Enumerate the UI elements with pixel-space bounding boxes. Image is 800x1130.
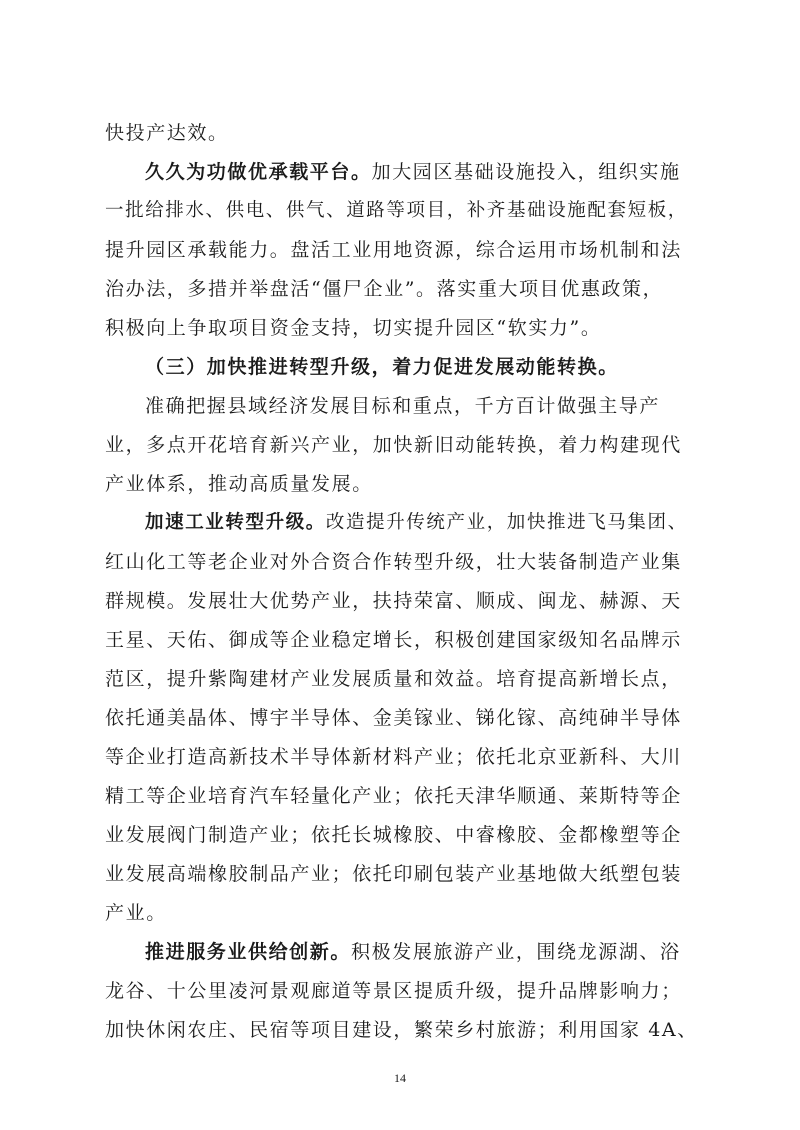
text-line: 提升园区承载能力。盘活工业用地资源，综合运用市场机制和法 <box>105 239 682 261</box>
text-line: 产业体系，推动高质量发展。 <box>105 473 373 495</box>
text-line: 治办法，多措并举盘活“僵尸企业”。落实重大项目优惠政策， <box>105 278 664 300</box>
paragraph-first-line: 准确把握县域经济发展目标和重点，千方百计做强主导产 <box>145 395 661 417</box>
paragraph-first-line: 推进服务业供给创新。积极发展旅游产业，围绕龙源湖、浴 <box>145 941 681 963</box>
paragraph-heading: 久久为功做优承载平台。 <box>145 161 372 183</box>
text-line: 精工等企业培育汽车轻量化产业；依托天津华顺通、莱斯特等企 <box>105 785 682 807</box>
text-line: 积极向上争取项目资金支持，切实提升园区“软实力”。 <box>105 317 602 339</box>
text-line: 一批给排水、供电、供气、道路等项目，补齐基础设施配套短板， <box>105 200 688 221</box>
text-line: 业，多点开花培育新兴产业，加快新旧动能转换，着力构建现代 <box>105 434 682 456</box>
paragraph-first-line: 加速工业转型升级。改造提升传统产业，加快推进飞马集团、 <box>145 512 688 533</box>
text-line: 群规模。发展壮大优势产业，扶持荣富、顺成、闽龙、赫源、天 <box>105 590 682 612</box>
text-line: 加快休闲农庄、民宿等项目建设，繁荣乡村旅游；利用国家 4A、 <box>105 1019 698 1041</box>
text-line: 龙谷、十公里凌河景观廊道等景区提质升级，提升品牌影响力； <box>105 980 682 1002</box>
text-line: 业发展阀门制造产业；依托长城橡胶、中睿橡胶、金都橡塑等企 <box>105 824 682 846</box>
paragraph-heading: 加速工业转型升级。 <box>145 512 326 533</box>
page-number: 14 <box>394 1071 406 1085</box>
text-line: 等企业打造高新技术半导体新材料产业；依托北京亚新科、大川 <box>105 746 682 768</box>
text-line: 依托通美晶体、博宇半导体、金美镓业、锑化镓、高纯砷半导体 <box>105 707 682 729</box>
text-line: 快投产达效。 <box>105 122 229 144</box>
section-heading: （三）加快推进转型升级，着力促进发展动能转换。 <box>145 356 619 378</box>
text-line: 业发展高端橡胶制品产业；依托印刷包装产业基地做大纸塑包装 <box>105 863 682 885</box>
paragraph-first-line: 久久为功做优承载平台。加大园区基础设施投入，组织实施 <box>145 161 681 183</box>
text-line: 范区，提升紫陶建材产业发展质量和效益。培育提高新增长点， <box>105 668 682 690</box>
text-line: 产业。 <box>105 902 167 924</box>
text-line: 红山化工等老企业对外合资合作转型升级，壮大装备制造产业集 <box>105 551 682 573</box>
paragraph-heading: 推进服务业供给创新。 <box>145 941 352 963</box>
text-line: 王星、天佑、御成等企业稳定增长，积极创建国家级知名品牌示 <box>105 629 682 651</box>
